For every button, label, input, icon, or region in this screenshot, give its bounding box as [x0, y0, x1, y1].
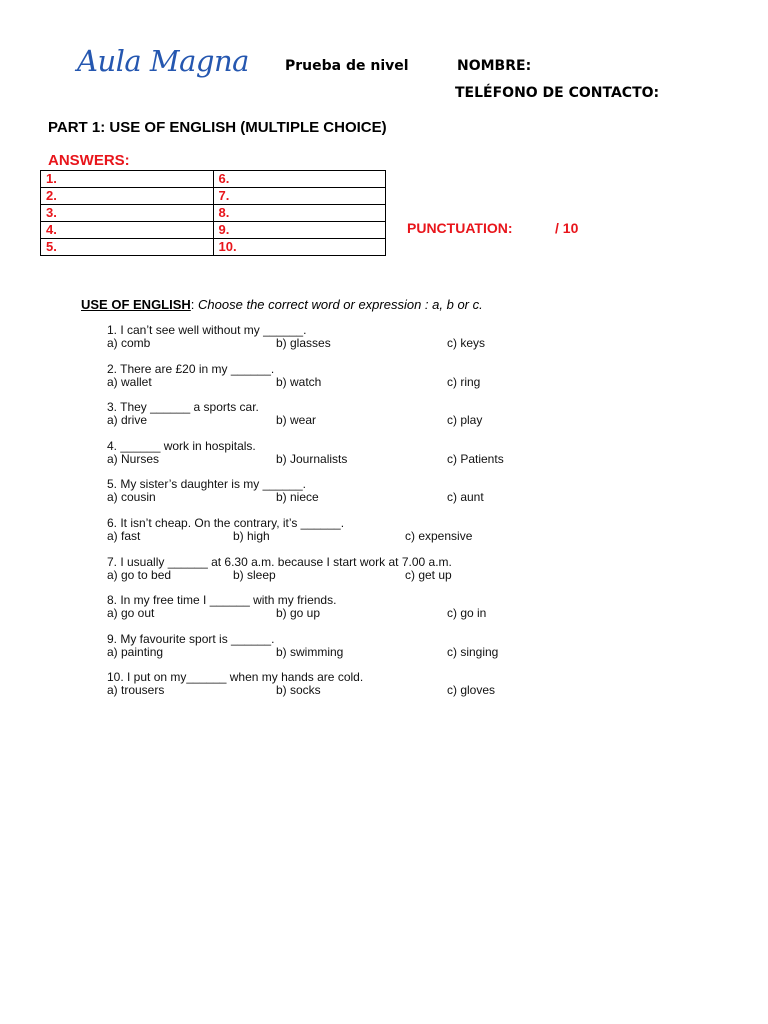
option-c: c) play	[447, 413, 483, 427]
test-name: Prueba de nivel	[285, 58, 409, 74]
option-a: a) go to bed	[107, 568, 172, 582]
option-c: c) keys	[447, 336, 486, 350]
option-b: b) Journalists	[276, 452, 348, 466]
option-c: c) expensive	[405, 529, 473, 543]
option-c: c) go in	[447, 606, 487, 620]
section-instruction: Choose the correct word or expression : a, b or c.	[198, 297, 483, 312]
option-c: c) gloves	[447, 683, 496, 697]
answer-cell: 3.	[41, 205, 214, 222]
punctuation-label: PUNCTUATION:	[407, 220, 513, 236]
part-title: PART 1: USE OF ENGLISH (MULTIPLE CHOICE)	[48, 119, 387, 136]
table-row	[41, 171, 386, 188]
question-text: 6. It isn’t cheap. On the contrary, it’s ______.	[107, 516, 345, 530]
option-b: b) watch	[276, 375, 322, 389]
option-a: a) comb	[107, 336, 151, 350]
answer-cell: 9.	[213, 222, 386, 239]
option-c: c) get up	[405, 568, 452, 582]
question-text: 3. They ______ a sports car.	[107, 400, 259, 414]
answer-cell: 6.	[213, 171, 386, 188]
option-b: b) swimming	[276, 645, 344, 659]
logo: Aula Magna	[77, 44, 249, 78]
table-row	[41, 239, 386, 256]
answer-cell: 1.	[41, 171, 214, 188]
question-text: 7. I usually ______ at 6.30 a.m. because I start work at 7.00 a.m.	[107, 555, 452, 569]
option-a: a) trousers	[107, 683, 165, 697]
question-text: 1. I can’t see well without my ______.	[107, 323, 307, 337]
use-of-english-heading	[81, 297, 483, 312]
question-text: 8. In my free time I ______ with my friends.	[107, 593, 337, 607]
question-text: 5. My sister’s daughter is my ______.	[107, 477, 306, 491]
answers-label: ANSWERS:	[48, 152, 130, 169]
phone-label: TELÉFONO DE CONTACTO:	[455, 85, 660, 101]
answer-cell: 10.	[213, 239, 386, 256]
option-b: b) high	[233, 529, 270, 543]
punctuation-score: / 10	[555, 220, 579, 236]
answer-cell: 7.	[213, 188, 386, 205]
question-text: 10. I put on my______ when my hands are cold.	[107, 670, 364, 684]
section-colon: :	[190, 297, 195, 312]
question-text: 9. My favourite sport is ______.	[107, 632, 275, 646]
option-b: b) wear	[276, 413, 317, 427]
option-a: a) drive	[107, 413, 148, 427]
table-row	[41, 188, 386, 205]
option-a: a) go out	[107, 606, 155, 620]
answer-cell: 8.	[213, 205, 386, 222]
answer-cell: 2.	[41, 188, 214, 205]
option-c: c) Patients	[447, 452, 504, 466]
answer-cell: 4.	[41, 222, 214, 239]
option-a: a) wallet	[107, 375, 152, 389]
name-label: NOMBRE:	[457, 58, 532, 74]
answer-cell: 5.	[41, 239, 214, 256]
option-b: b) go up	[276, 606, 321, 620]
option-b: b) sleep	[233, 568, 276, 582]
option-c: c) singing	[447, 645, 499, 659]
option-a: a) fast	[107, 529, 141, 543]
table-row	[41, 222, 386, 239]
option-b: b) glasses	[276, 336, 331, 350]
answers-table	[40, 170, 386, 256]
option-a: a) Nurses	[107, 452, 160, 466]
section-title: USE OF ENGLISH	[81, 297, 191, 312]
table-row	[41, 205, 386, 222]
option-c: c) ring	[447, 375, 481, 389]
option-a: a) painting	[107, 645, 164, 659]
option-b: b) socks	[276, 683, 321, 697]
question-text: 2. There are £20 in my ______.	[107, 362, 275, 376]
option-b: b) niece	[276, 490, 319, 504]
option-a: a) cousin	[107, 490, 156, 504]
option-c: c) aunt	[447, 490, 484, 504]
question-text: 4. ______ work in hospitals.	[107, 439, 256, 453]
